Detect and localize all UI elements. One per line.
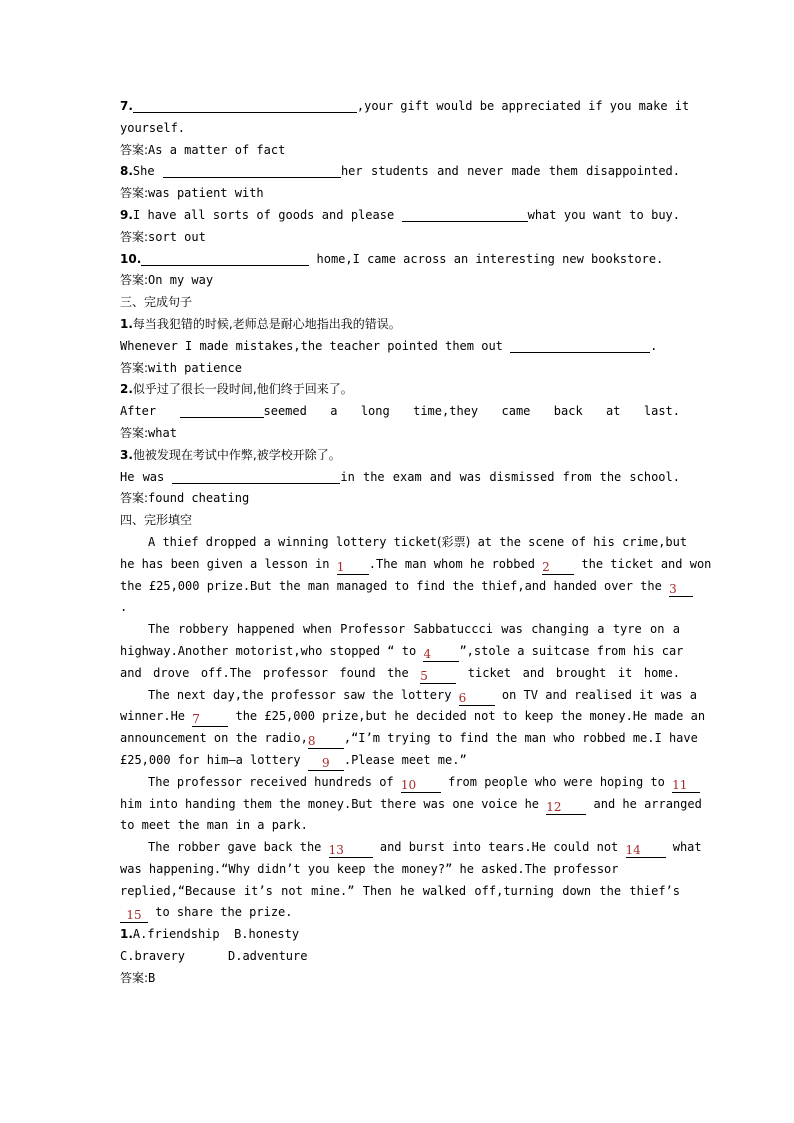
fill-blank[interactable] — [141, 251, 309, 266]
passage-line: winner.He 7 the £25,000 prize,but he decided not to keep the money.He made an — [120, 709, 706, 727]
mc-question-1: 1.A.friendship B.honesty — [120, 927, 300, 942]
mc-question-1-options — [120, 946, 680, 968]
document-page — [120, 96, 712, 990]
blank-8[interactable]: 8 — [308, 734, 344, 749]
fill-blank[interactable] — [402, 207, 528, 222]
sentence-2-en: After seemed a long time,they came back at last. — [120, 404, 680, 419]
option-b[interactable]: B.honesty — [234, 927, 300, 942]
passage-line: . — [120, 600, 128, 615]
passage-line: and drove off.The professor found the 5 ticket and brought it home. — [120, 665, 680, 683]
passage-line: the £25,000 prize.But the man managed to find the thief,and handed over the 3 — [120, 576, 680, 598]
passage-line: replied,“Because it’s not mine.” Then he walked off,turning down the thief’s — [120, 883, 680, 898]
question-8: 8.She her students and never made them disappointed. — [120, 164, 680, 179]
sentence-1-en: Whenever I made mistakes,the teacher pointed them out . — [120, 338, 658, 353]
fill-blank[interactable] — [163, 163, 341, 178]
blank-1[interactable]: 1 — [337, 560, 369, 575]
passage-line: announcement on the radio,8 ,“I’m trying to find the man who robbed me.I have — [120, 731, 698, 749]
passage-line: to meet the man in a park. — [120, 818, 308, 833]
question-10: 10. home,I came across an interesting new bookstore. — [120, 251, 664, 266]
passage-line: £25,000 for him—a lottery 9 .Please meet me.” — [120, 752, 467, 770]
passage-line: him into handing them the money.But there was one voice he 12 and he arranged — [120, 796, 702, 814]
section-3-title: 三、完成句子 — [120, 295, 193, 310]
blank-7[interactable]: 7 — [192, 712, 228, 727]
blank-6[interactable]: 6 — [459, 691, 495, 706]
blank-5[interactable]: 5 — [420, 669, 456, 684]
answer-s2: 答案:what — [120, 425, 177, 440]
fill-blank[interactable] — [133, 98, 357, 113]
blank-9[interactable]: 9 — [308, 756, 344, 771]
answer-mc1: 答案:B — [120, 970, 156, 985]
answer-9: 答案:sort out — [120, 229, 206, 244]
sentence-1-cn: 1.每当我犯错的时候,老师总是耐心地指出我的错误。 — [120, 316, 401, 331]
sentence-2-cn: 2.似乎过了很长一段时间,他们终于回来了。 — [120, 382, 353, 397]
question-7: 7. ,your gift would be appreciated if you make it — [120, 99, 690, 113]
blank-10[interactable]: 10 — [401, 778, 441, 793]
answer-8: 答案:was patient with — [120, 186, 264, 201]
blank-14[interactable]: 14 — [626, 843, 666, 858]
passage-line: The robbery happened when Professor Sabbatuccci was changing a tyre on a — [148, 622, 680, 637]
option-c[interactable]: C.bravery — [120, 949, 186, 964]
answer-10: 答案:On my way — [120, 273, 214, 288]
passage-line: The robber gave back the 13 and burst into tears.He could not 14 what — [148, 840, 702, 858]
question-7-continued: yourself. — [120, 120, 186, 135]
option-d[interactable]: D.adventure — [228, 949, 308, 964]
question-9: 9.I have all sorts of goods and please what you want to buy. — [120, 207, 681, 222]
fill-blank[interactable] — [172, 469, 340, 484]
fill-blank[interactable] — [510, 338, 650, 353]
blank-11[interactable]: 11 — [672, 778, 700, 793]
sentence-3-en: He was in the exam and was dismissed from the school. — [120, 469, 680, 484]
passage-line: A thief dropped a winning lottery ticket(彩票) at the scene of his crime,but — [148, 534, 688, 549]
passage-line: was happening.“Why didn’t you keep the money?” he asked.The professor — [120, 861, 619, 876]
fill-blank[interactable] — [180, 403, 264, 418]
answer-7: 答案:As a matter of fact — [120, 142, 286, 157]
passage-line: The next day,the professor saw the lottery 6 on TV and realised it was a — [148, 687, 697, 705]
blank-4[interactable]: 4 — [423, 647, 459, 662]
option-a[interactable]: A.friendship — [132, 927, 220, 942]
question-number: 7. — [120, 99, 133, 113]
section-4-title: 四、完形填空 — [120, 513, 193, 528]
blank-3[interactable]: 3 — [669, 582, 693, 597]
blank-2[interactable]: 2 — [542, 560, 574, 575]
passage-line: 15 to share the prize. — [120, 902, 680, 924]
sentence-3-cn: 3.他被发现在考试中作弊,被学校开除了。 — [120, 447, 341, 462]
blank-15[interactable]: 15 — [120, 908, 148, 923]
answer-s3: 答案:found cheating — [120, 491, 250, 506]
blank-13[interactable]: 13 — [329, 843, 373, 858]
answer-s1: 答案:with patience — [120, 360, 242, 375]
passage-line: The professor received hundreds of 10 from people who were hoping to 11 — [120, 772, 680, 794]
passage-line: highway.Another motorist,who stopped “ to 4 ”,stole a suitcase from his car — [120, 643, 684, 661]
blank-12[interactable]: 12 — [546, 800, 586, 815]
passage-line: he has been given a lesson in 1 .The man whom he robbed 2 the ticket and won — [120, 556, 712, 574]
